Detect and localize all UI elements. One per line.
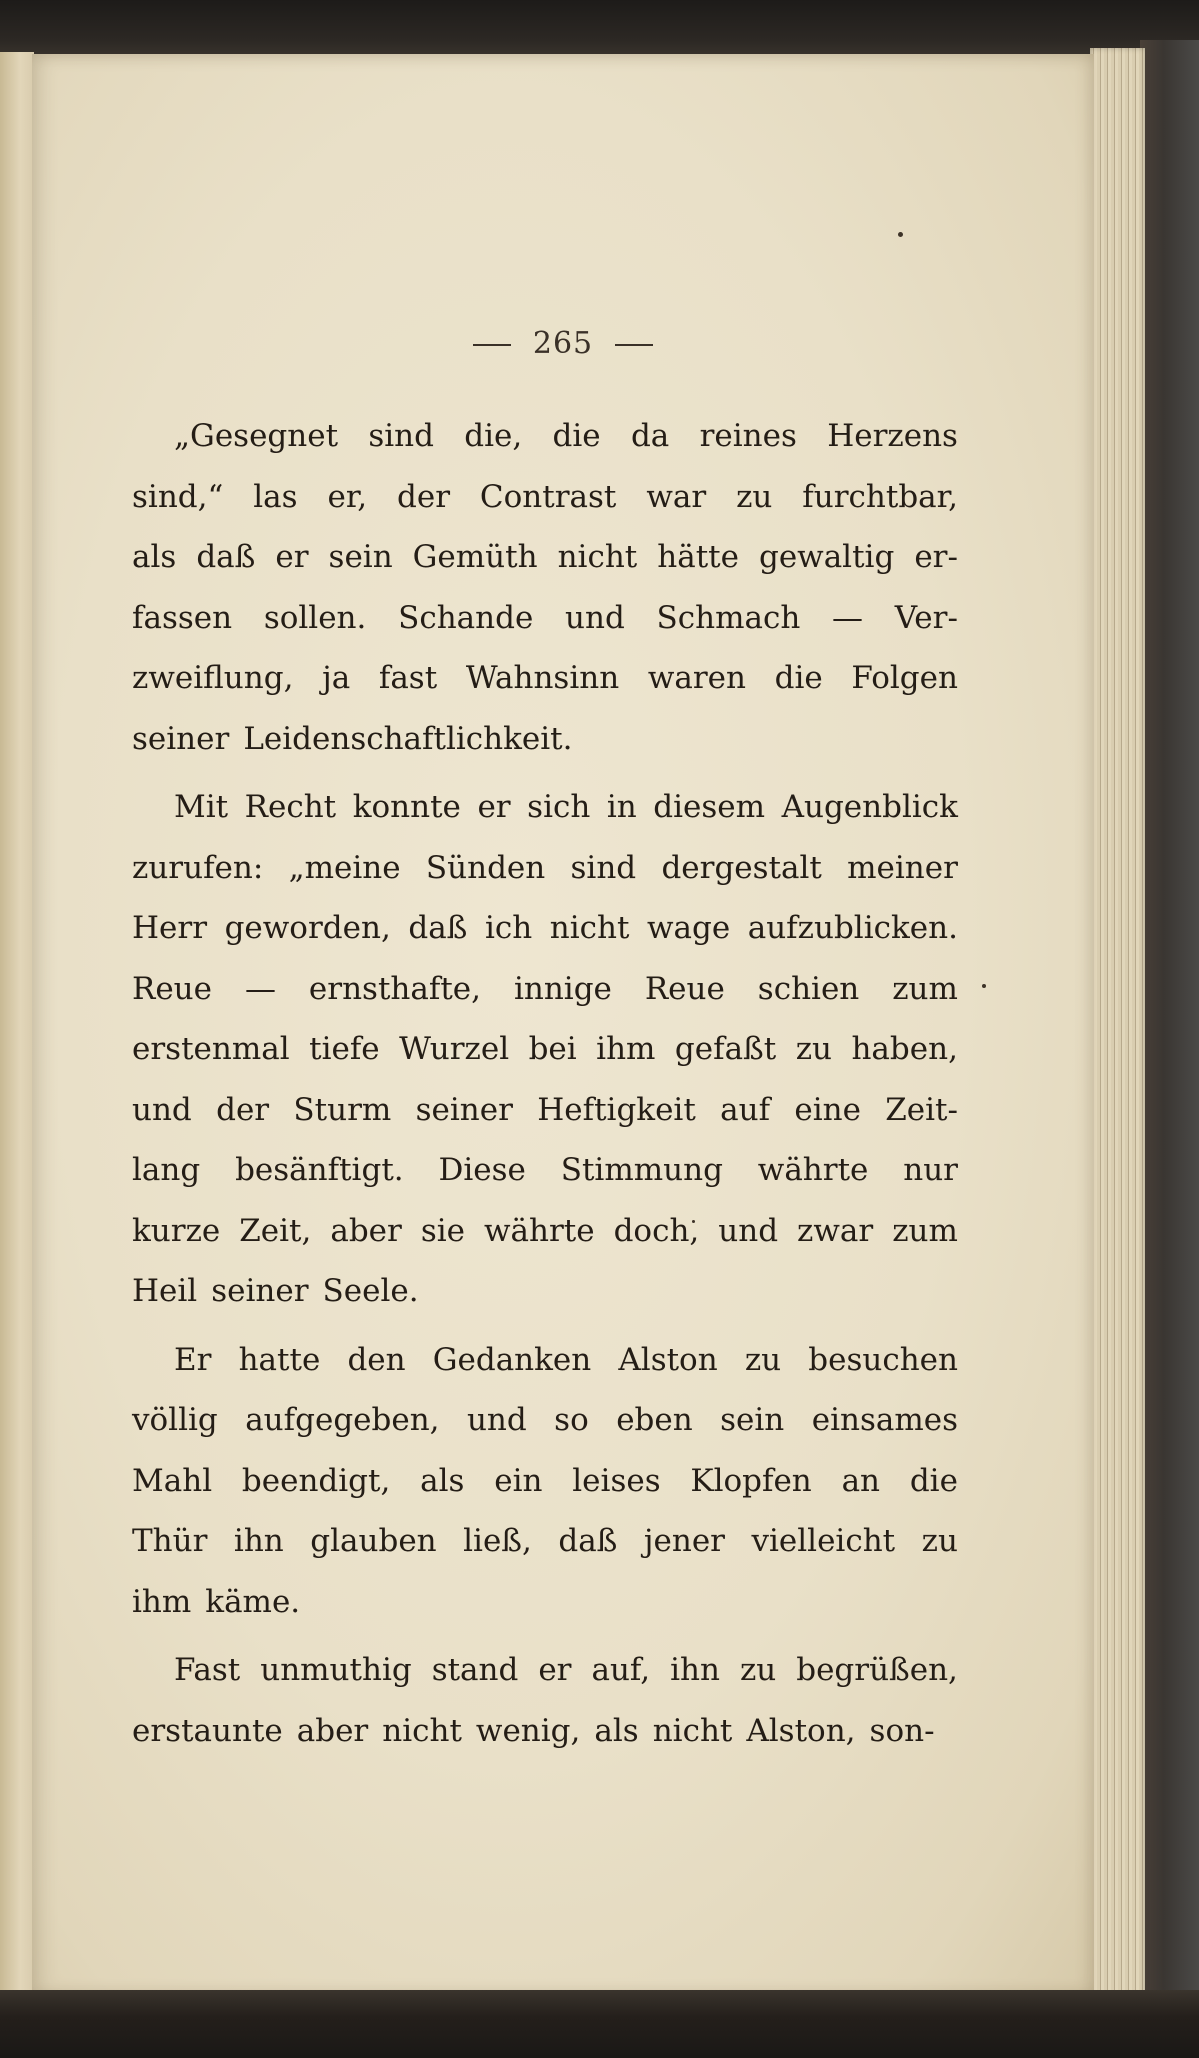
paragraph [132, 777, 958, 1322]
text-line: Er hatte den Gedanken Alston zu besuchen [174, 1341, 958, 1378]
paragraph [132, 406, 958, 769]
left-page-sliver [0, 52, 34, 1998]
text-line: sind,“ las er, der Contrast war zu furchtbar, [132, 478, 958, 515]
text-line: erstenmal tiefe Wurzel bei ihm gefaßt zu haben, [132, 1031, 958, 1068]
paper-speck [982, 984, 986, 988]
text-line: Mit Recht konnte er sich in diesem Augenblick [174, 789, 958, 826]
body-text [132, 406, 958, 1769]
page-number: 265 [532, 326, 594, 361]
paragraph [132, 1330, 958, 1633]
text-line: erstaunte aber nicht wenig, als nicht Alston, son- [132, 1712, 935, 1749]
text-line: kurze Zeit, aber sie währte doch, und zwar zum [132, 1212, 958, 1249]
text-line: zweiflung, ja fast Wahnsinn waren die Folgen [132, 660, 958, 697]
text-line: Reue — ernsthafte, innige Reue schien zum [132, 970, 958, 1007]
dash-left [473, 344, 511, 346]
text-line: Heil seiner Seele. [132, 1273, 419, 1310]
paper-speck [898, 232, 903, 237]
book-edge-top [0, 0, 1199, 58]
page-edges [1090, 48, 1145, 1998]
text-line: und der Sturm seiner Heftigkeit auf eine Zeit- [132, 1091, 958, 1128]
paragraph [132, 1640, 958, 1761]
text-line: seiner Leidenschaftlichkeit. [132, 720, 573, 757]
text-line: als daß er sein Gemüth nicht hätte gewaltig er- [132, 539, 958, 576]
page-header [32, 326, 1094, 361]
text-line: fassen sollen. Schande und Schmach — Ver- [132, 599, 958, 636]
book-cover-right [1140, 40, 1199, 2000]
book-edge-bottom [0, 1990, 1199, 2058]
text-line: Fast unmuthig stand er auf, ihn zu begrüßen, [174, 1652, 958, 1689]
dash-right [615, 344, 653, 346]
text-line: völlig aufgegeben, und so eben sein einsames [132, 1402, 958, 1439]
text-line: Mahl beendigt, als ein leises Klopfen an die [132, 1462, 958, 1499]
text-line: „Gesegnet sind die, die da reines Herzens [174, 418, 958, 455]
book-page [32, 54, 1094, 1996]
text-line: Thür ihn glauben ließ, daß jener vielleicht zu [132, 1523, 958, 1560]
text-line: ihm käme. [132, 1583, 301, 1620]
text-line: lang besänftigt. Diese Stimmung währte nur [132, 1152, 958, 1189]
text-line: zurufen: „meine Sünden sind dergestalt meiner [132, 849, 958, 886]
text-line: Herr geworden, daß ich nicht wage aufzublicken. [132, 910, 958, 947]
